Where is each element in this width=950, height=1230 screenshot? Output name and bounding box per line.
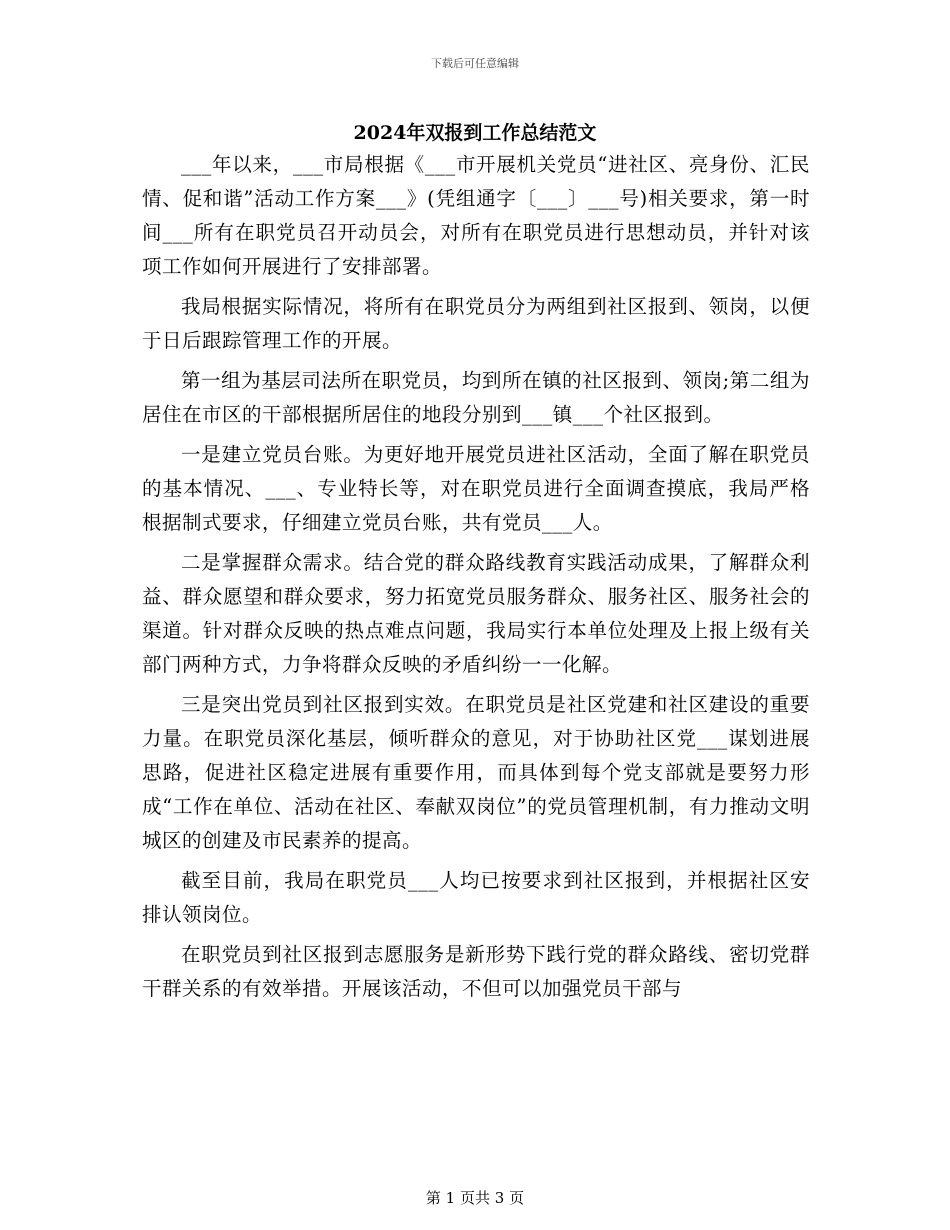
document-body: [142, 148, 810, 1012]
paragraph: 第一组为基层司法所在职党员，均到所在镇的社区报到、领岗;第二组为居住在市区的干部根据所居住的地段分别到___镇___个社区报到。: [142, 369, 810, 426]
paragraph: 二是掌握群众需求。结合党的群众路线教育实践活动成果，了解群众利益、群众愿望和群众要求，努力拓宽党员服务群众、服务社区、服务社会的渠道。针对群众反映的热点难点问题，我局实行本单位处理及上报上级有关部门两种方式，力争将群众反映的矛盾纠纷一一化解。: [142, 551, 810, 676]
paragraph: 在职党员到社区报到志愿服务是新形势下践行党的群众路线、密切党群干群关系的有效举措。开展该活动，不但可以加强党员干部与: [142, 943, 810, 1000]
page-header-note: 下载后可任意编辑: [431, 57, 519, 70]
paragraph: 我局根据实际情况，将所有在职党员分为两组到社区报到、领岗，以便于日后跟踪管理工作的开展。: [142, 295, 810, 352]
paragraph: 三是突出党员到社区报到实效。在职党员是社区党建和社区建设的重要力量。在职党员深化基层，倾听群众的意见，对于协助社区党___谋划进展思路，促进社区稳定进展有重要作用，而具体到每个党支部就是要努力形成“工作在单位、活动在社区、奉献双岗位”的党员管理机制，有力推动文明城区的创建及市民素养的提高。: [142, 693, 810, 852]
paragraph: 一是建立党员台账。为更好地开展党员进社区活动，全面了解在职党员的基本情况、___、专业特长等，对在职党员进行全面调查摸底，我局严格根据制式要求，仔细建立党员台账，共有党员___人。: [142, 443, 810, 534]
paragraph: ___年以来，___市局根据《___市开展机关党员“进社区、亮身份、汇民情、促和谐”活动工作方案___》(凭组通字〔___〕___号)相关要求，第一时间___所有在职党员召开动员会，对所有在职党员进行思想动员，并针对该项工作如何开展进行了安排部署。: [142, 153, 810, 278]
paragraph: 截至目前，我局在职党员___人均已按要求到社区报到，并根据社区安排认领岗位。: [142, 869, 810, 926]
document-title: 2024年双报到工作总结范文: [353, 122, 597, 144]
page-number-footer: 第 1 页共 3 页: [425, 1189, 525, 1207]
